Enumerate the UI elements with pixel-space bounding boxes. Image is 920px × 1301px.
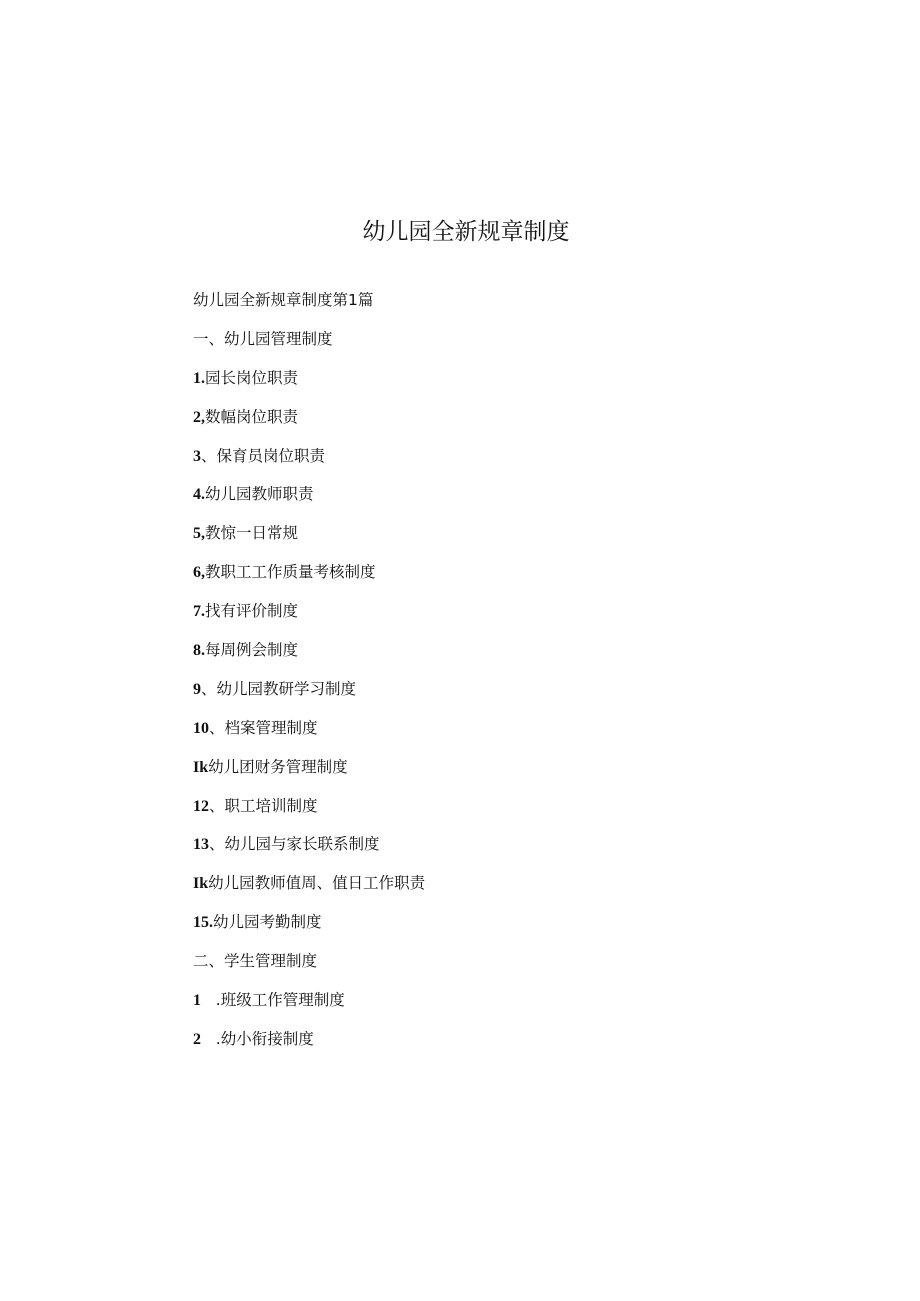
line-text: 、职工培训制度: [209, 796, 318, 815]
list-item: [193, 636, 425, 675]
line-number: 2: [193, 1030, 201, 1048]
line-text: 幼儿园考勤制度: [213, 913, 322, 932]
list-item: [193, 908, 425, 947]
list-item: [193, 1025, 425, 1064]
list-item: [193, 403, 425, 442]
line-text: 找有评价制度: [205, 602, 299, 621]
list-item: [193, 792, 425, 831]
line-text: 教惊一日常规: [205, 524, 299, 543]
line-number: 13: [193, 836, 209, 854]
list-item: [193, 714, 425, 753]
line-text: 幼儿园教师职责: [205, 485, 314, 504]
list-item: [193, 480, 425, 519]
list-item: [193, 519, 425, 558]
line-text: 数幅岗位职责: [205, 407, 299, 426]
list-item: [193, 558, 425, 597]
line-number: 10: [193, 719, 209, 737]
line-number: 12: [193, 797, 209, 815]
line-text: 二、学生管理制度: [193, 952, 318, 971]
line-number: 9: [193, 680, 201, 698]
list-item: [193, 597, 425, 636]
chapter-heading: [193, 325, 425, 364]
line-number: 3: [193, 447, 201, 465]
list-item: [193, 986, 425, 1025]
line-text: 、保育员岗位职责: [201, 446, 326, 465]
line-text: 幼儿园全新规章制度第1篇: [193, 291, 374, 309]
section-heading: [193, 286, 425, 325]
line-number: 8.: [193, 642, 205, 660]
line-number: 1.: [193, 369, 205, 387]
document-title: 幼儿园全新规章制度: [362, 219, 570, 245]
line-text: 教职工工作质量考核制度: [205, 563, 376, 582]
line-text: 一、幼儿园管理制度: [193, 329, 333, 348]
list-item: [193, 364, 425, 403]
list-item: [193, 830, 425, 869]
line-number: 6,: [193, 564, 205, 582]
line-text: .幼小衔接制度: [201, 1029, 314, 1048]
line-text: 每周例会制度: [205, 641, 299, 660]
line-text: 幼儿园教师值周、值日工作职责: [208, 874, 426, 893]
list-item: [193, 675, 425, 714]
line-number: 2,: [193, 408, 205, 426]
line-text: 幼儿团财务管理制度: [208, 757, 348, 776]
chapter-heading: [193, 947, 425, 986]
line-text: 、档案管理制度: [209, 718, 318, 737]
list-item: [193, 869, 425, 908]
line-number: 15.: [193, 914, 213, 932]
line-number: 1: [193, 992, 201, 1010]
line-text: .班级工作管理制度: [201, 991, 345, 1010]
line-number: Ik: [193, 758, 209, 776]
list-item: [193, 753, 425, 792]
list-item: [193, 442, 425, 481]
line-number: 4.: [193, 486, 205, 504]
line-number: 7.: [193, 603, 205, 621]
document-body: [193, 286, 425, 1064]
line-number: Ik: [193, 875, 209, 893]
line-text: 园长岗位职责: [205, 368, 299, 387]
line-text: 、幼儿园教研学习制度: [201, 679, 357, 698]
line-number: 5,: [193, 525, 205, 543]
line-text: 、幼儿园与家长联系制度: [209, 835, 380, 854]
